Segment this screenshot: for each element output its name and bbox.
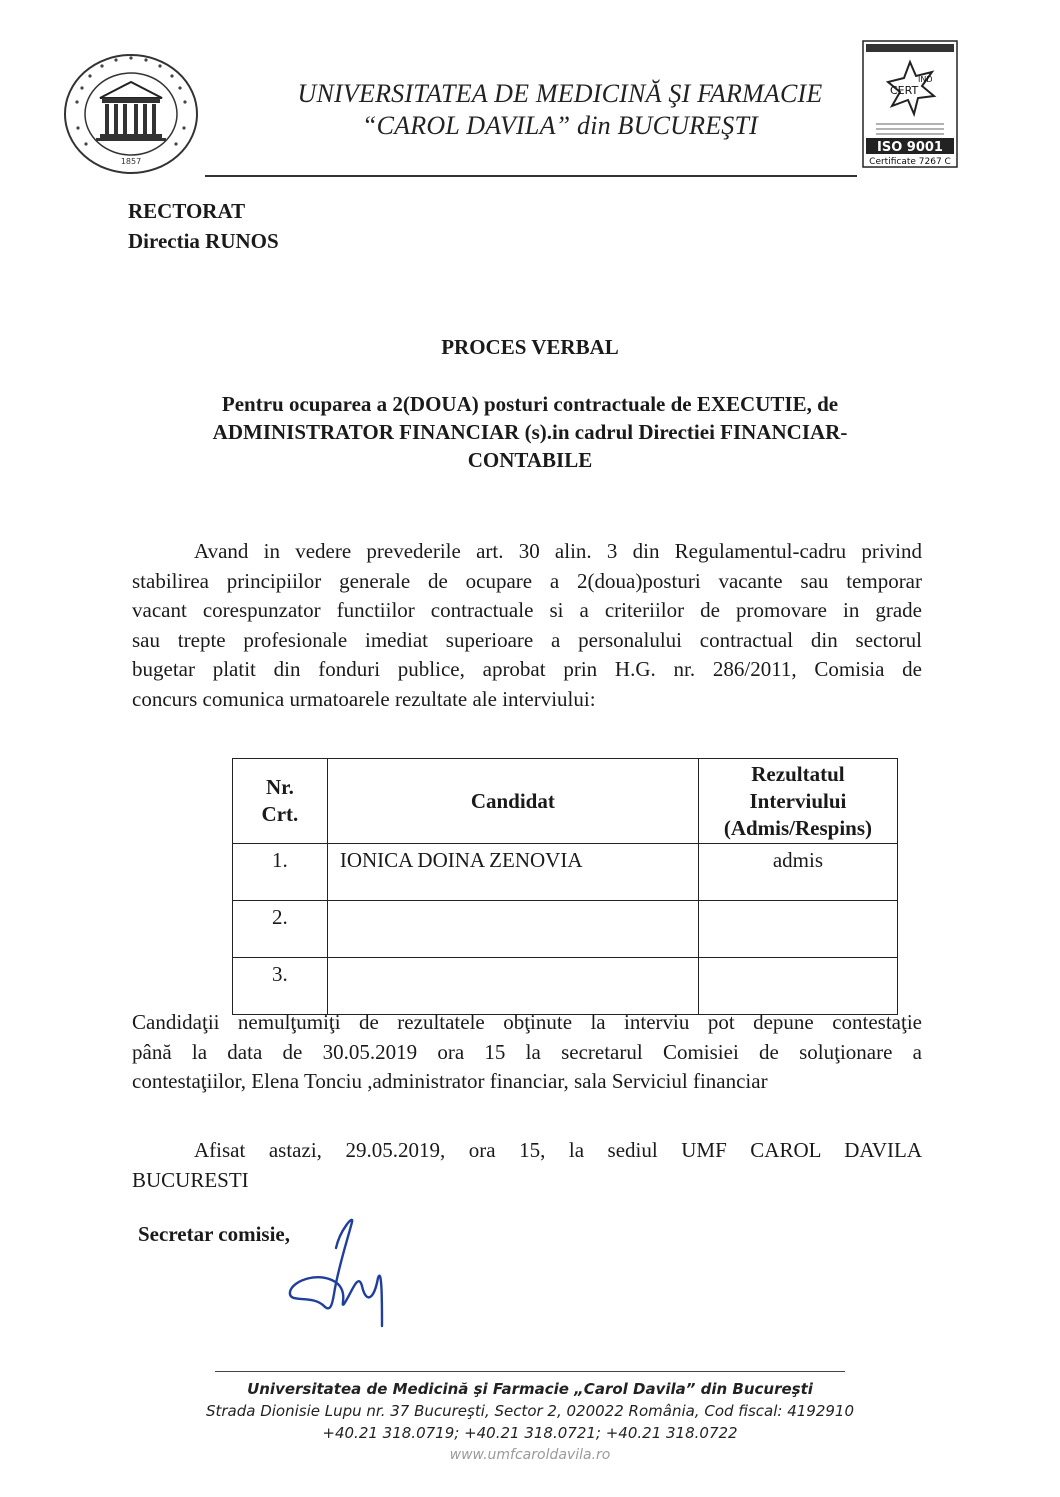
seal-year: 1857 — [120, 157, 142, 166]
header-divider — [205, 175, 857, 177]
page-footer — [130, 1378, 930, 1466]
body-line: Avand in vedere prevederile art. 30 alin. 3 din Regulamentul-cadru privind — [194, 539, 922, 563]
header-result — [698, 759, 897, 844]
cert-standard: ISO 9001 — [877, 140, 943, 155]
row-nr: 1. — [233, 844, 328, 901]
header-result-line: Interviului — [749, 788, 847, 813]
table-header-row — [233, 759, 898, 844]
row-result — [698, 958, 897, 1015]
handwritten-signature — [278, 1208, 398, 1332]
university-seal-logo — [62, 52, 200, 176]
header-result-line: (Admis/Respins) — [723, 815, 873, 840]
cert-brand-2: IND — [918, 75, 933, 84]
body-line: vacant corespunzator functiilor contractuale si a criteriilor de promovare in grade — [132, 598, 922, 622]
footer-phones: +40.21 318.0719; +40.21 318.0721; +40.21 318.0722 — [322, 1424, 738, 1442]
contestation-line: Candidaţii nemulţumiţi de rezultatele obţinute la interviu pot depune contestaţie — [132, 1010, 922, 1034]
table-row — [233, 844, 898, 901]
footer-website: www.umfcaroldavila.ro — [449, 1447, 611, 1463]
posted-notice — [132, 1136, 922, 1195]
subject-line: Pentru ocuparea a 2(DOUA) posturi contractuale de EXECUTIE, de — [221, 392, 839, 416]
university-name-line-2: “CAROL DAVILA” din BUCUREŞTI — [361, 111, 759, 140]
document-title: PROCES VERBAL — [441, 335, 619, 359]
row-candidate: IONICA DOINA ZENOVIA — [327, 844, 698, 901]
footer-divider — [215, 1371, 845, 1372]
contestation-line: până la data de 30.05.2019 ora 15 la secretarul Comisiei de soluţionare a — [132, 1039, 922, 1064]
contestation-paragraph — [132, 1008, 922, 1097]
posted-line: Afisat astazi, 29.05.2019, ora 15, la sediul UMF CAROL DAVILA — [194, 1138, 922, 1162]
results-table — [232, 758, 898, 1015]
department-block — [128, 196, 279, 256]
department-line-1: RECTORAT — [128, 199, 246, 223]
body-line: concurs comunica urmatoarele rezultate ale interviului: — [132, 686, 596, 711]
row-nr: 3. — [233, 958, 328, 1015]
header-nr-crt — [233, 759, 328, 844]
table-row — [233, 958, 898, 1015]
cert-brand: CERT — [890, 84, 919, 97]
table-row — [233, 901, 898, 958]
secretary-label: Secretar comisie, — [138, 1222, 290, 1246]
row-candidate — [327, 901, 698, 958]
contestation-line: contestaţiilor, Elena Tonciu ,administrator financiar, sala Serviciul financiar — [132, 1069, 768, 1093]
iso-certification-logo — [862, 40, 958, 168]
body-paragraph — [132, 537, 922, 714]
header-candidate: Candidat — [327, 759, 698, 844]
document-subject — [150, 390, 910, 474]
body-line: stabilirea principiilor generale de ocupare a 2(doua)posturi vacante sau temporar — [132, 568, 922, 593]
header-result-line: Rezultatul — [751, 761, 845, 786]
posted-line: BUCURESTI — [132, 1167, 249, 1192]
subject-line: ADMINISTRATOR FINANCIAR (s).in cadrul Directiei FINANCIAR- — [212, 420, 848, 444]
university-name-line-1: UNIVERSITATEA DE MEDICINĂ ŞI FARMACIE — [297, 79, 823, 108]
cert-number: Certificate 7267 C — [869, 157, 951, 167]
row-nr: 2. — [233, 901, 328, 958]
row-result — [698, 901, 897, 958]
department-line-2: Directia RUNOS — [128, 229, 279, 253]
body-line: sau trepte profesionale imediat superioare a personalului contractual din sectorul — [132, 627, 922, 652]
footer-university-name: Universitatea de Medicină şi Farmacie „Carol Davila” din Bucureşti — [247, 1380, 813, 1398]
body-line: bugetar platit din fonduri publice, aprobat prin H.G. nr. 286/2011, Comisia de — [132, 657, 922, 681]
row-result: admis — [698, 844, 897, 901]
university-name — [230, 78, 890, 142]
header-nr-line: Crt. — [261, 802, 299, 826]
footer-address: Strada Dionisie Lupu nr. 37 Bucureşti, Sector 2, 020022 România, Cod fiscal: 4192910 — [205, 1402, 855, 1420]
header-nr-line: Nr. — [266, 775, 294, 799]
row-candidate — [327, 958, 698, 1015]
subject-line: CONTABILE — [467, 448, 593, 472]
